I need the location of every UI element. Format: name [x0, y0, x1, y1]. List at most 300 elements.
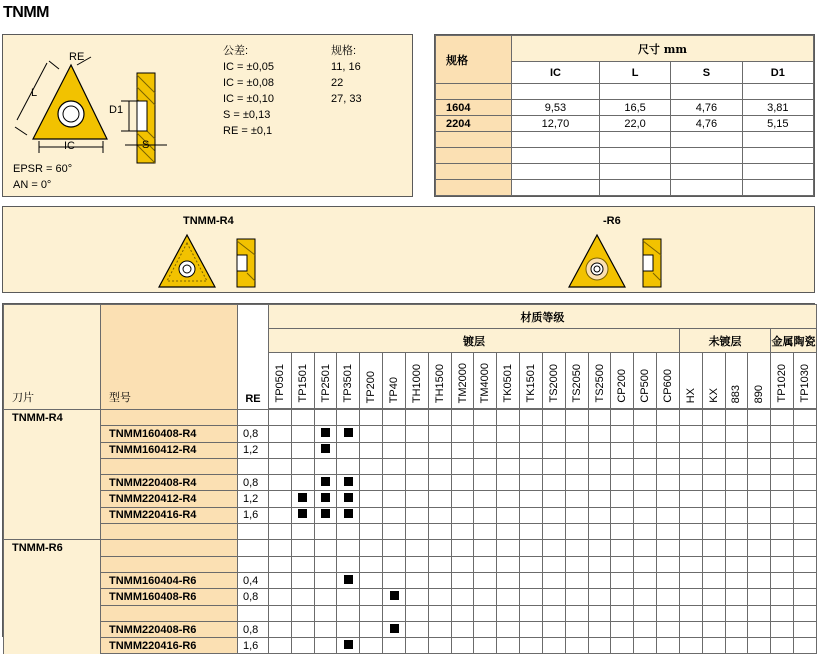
grade-name: TK1501: [525, 364, 538, 403]
grade-name: TP2501: [319, 364, 332, 403]
table-row: [4, 605, 817, 621]
insert-cell: [4, 507, 101, 523]
grade-cell: [725, 491, 748, 507]
grade-name-header: [542, 353, 565, 409]
grade-cell: [314, 524, 337, 540]
grade-cell: [542, 572, 565, 588]
grade-cell: [565, 605, 588, 621]
grade-cell: [337, 605, 360, 621]
grade-cell: [794, 475, 817, 491]
cermet-group-header: 金属陶瓷: [771, 329, 817, 353]
grade-cell: [725, 589, 748, 605]
grade-cell: [428, 507, 451, 523]
grade-cell: [428, 524, 451, 540]
insert-cell: [4, 458, 101, 474]
grade-cell: [360, 426, 383, 442]
grade-cell: [634, 572, 657, 588]
grade-cell: [269, 556, 292, 572]
grade-cell: [771, 524, 794, 540]
grade-cell: [565, 475, 588, 491]
grade-cell: [634, 507, 657, 523]
re-cell: 1,2: [238, 442, 269, 458]
model-cell: TNMM160412-R4: [101, 442, 238, 458]
grade-cell: [771, 491, 794, 507]
grade-cell: [725, 524, 748, 540]
grade-name: CP600: [661, 369, 674, 403]
grade-cell: [428, 589, 451, 605]
grade-cell: [451, 572, 474, 588]
grade-cell: [269, 540, 292, 556]
grade-cell: [679, 556, 702, 572]
grade-name-header: [451, 353, 474, 409]
grade-cell: [337, 621, 360, 637]
grade-cell: [702, 540, 725, 556]
model-cell: TNMM160408-R4: [101, 426, 238, 442]
grade-cell: [565, 589, 588, 605]
grade-cell: [771, 426, 794, 442]
model-cell: TNMM220408-R4: [101, 475, 238, 491]
dimension-header: 尺寸 mm: [512, 36, 814, 62]
grade-cell: [611, 556, 634, 572]
insert-r4-icon: [153, 231, 263, 291]
insert-cell: [4, 621, 101, 637]
table-row: [4, 540, 817, 556]
grade-cell: [383, 638, 406, 654]
grade-cell: [611, 491, 634, 507]
availability-mark-icon: [321, 493, 330, 502]
grade-cell: [474, 491, 497, 507]
grade-cell: [269, 442, 292, 458]
grade-cell: [748, 556, 771, 572]
grade-cell: [474, 458, 497, 474]
uncoated-group-header: 未镀层: [679, 329, 770, 353]
grade-cell: [771, 475, 794, 491]
model-cell: TNMM220416-R4: [101, 507, 238, 523]
grade-cell: [497, 442, 520, 458]
re-cell: 1,6: [238, 507, 269, 523]
re-cell: 1,6: [238, 638, 269, 654]
grade-cell: [497, 475, 520, 491]
availability-mark-icon: [321, 444, 330, 453]
grade-cell: [702, 524, 725, 540]
grade-cell: [657, 410, 680, 426]
grade-name: CP200: [616, 369, 629, 403]
dimension-panel: [434, 34, 815, 197]
grade-cell: [657, 475, 680, 491]
grade-cell: [269, 491, 292, 507]
availability-mark-icon: [321, 428, 330, 437]
grade-cell: [383, 605, 406, 621]
grade-cell: [497, 540, 520, 556]
re-cell: [238, 410, 269, 426]
grade-cell: [451, 540, 474, 556]
grade-cell: [451, 524, 474, 540]
column-header: IC: [512, 62, 600, 84]
grade-cell: [405, 540, 428, 556]
grade-cell: [337, 491, 360, 507]
grade-cell: [542, 410, 565, 426]
spec-panel: [2, 34, 413, 197]
grade-cell: [405, 638, 428, 654]
grade-name-header: [314, 353, 337, 409]
grade-cell: [337, 458, 360, 474]
grade-cell: [405, 475, 428, 491]
grade-cell: [771, 605, 794, 621]
size-heading: 规格:: [331, 45, 357, 57]
grade-cell: [542, 638, 565, 654]
grade-name: TM2000: [456, 362, 469, 403]
grade-cell: [269, 572, 292, 588]
grade-name-header: [360, 353, 383, 409]
grade-cell: [725, 442, 748, 458]
grade-cell: [588, 540, 611, 556]
re-cell: [238, 556, 269, 572]
grade-cell: [611, 540, 634, 556]
grade-cell: [634, 524, 657, 540]
grade-cell: [702, 458, 725, 474]
grade-cell: [748, 491, 771, 507]
availability-mark-icon: [344, 640, 353, 649]
grade-name-header: [291, 353, 314, 409]
grade-name: TP3501: [342, 364, 355, 403]
grade-cell: [405, 410, 428, 426]
grade-cell: [291, 638, 314, 654]
model-cell: TNMM220408-R6: [101, 621, 238, 637]
grade-cell: [565, 410, 588, 426]
grade-cell: [771, 442, 794, 458]
grade-cell: [748, 589, 771, 605]
material-grade-header: 材质等级: [269, 305, 817, 329]
grade-cell: [451, 638, 474, 654]
table-row: [4, 621, 817, 637]
grade-cell: [748, 442, 771, 458]
re-cell: 0,8: [238, 475, 269, 491]
grade-cell: [451, 507, 474, 523]
grade-cell: [725, 621, 748, 637]
grade-cell: [611, 426, 634, 442]
grade-cell: [405, 605, 428, 621]
grade-cell: [725, 556, 748, 572]
grade-name: TS2050: [570, 364, 583, 403]
grade-cell: [269, 507, 292, 523]
grade-cell: [634, 458, 657, 474]
size-item: 11, 16: [331, 61, 361, 73]
grade-cell: [451, 442, 474, 458]
column-header: D1: [742, 62, 813, 84]
grade-cell: [657, 507, 680, 523]
grade-cell: [611, 458, 634, 474]
insert-cell: [4, 524, 101, 540]
grade-cell: [428, 556, 451, 572]
grade-cell: [771, 556, 794, 572]
l-label: L: [31, 87, 38, 99]
grade-name-header: [497, 353, 520, 409]
re-label: RE: [69, 51, 85, 63]
grade-cell: [794, 605, 817, 621]
grade-cell: [748, 475, 771, 491]
grade-cell: [291, 491, 314, 507]
grade-cell: [383, 458, 406, 474]
grade-name-header: [725, 353, 748, 409]
grade-cell: [405, 491, 428, 507]
model-cell: [101, 458, 238, 474]
grade-cell: [588, 426, 611, 442]
grade-cell: [748, 621, 771, 637]
grade-cell: [634, 475, 657, 491]
grade-cell: [405, 458, 428, 474]
column-header: S: [671, 62, 742, 84]
grade-cell: [588, 621, 611, 637]
insert-cell: [4, 442, 101, 458]
tolerance-heading: 公差:: [223, 45, 249, 57]
grade-cell: [360, 524, 383, 540]
grade-cell: [428, 605, 451, 621]
re-cell: [238, 524, 269, 540]
insert-cell: TNMM-R6: [4, 540, 101, 556]
grade-cell: [679, 524, 702, 540]
grade-name: TS2000: [547, 364, 560, 403]
table-row: [4, 491, 817, 507]
ic-label: IC: [64, 140, 75, 152]
table-cell: 5,15: [742, 116, 813, 132]
model-cell: TNMM160408-R6: [101, 589, 238, 605]
grade-cell: [383, 621, 406, 637]
grade-cell: [794, 638, 817, 654]
grade-cell: [702, 572, 725, 588]
model-cell: TNMM160404-R6: [101, 572, 238, 588]
insert-cell: [4, 589, 101, 605]
grade-cell: [588, 507, 611, 523]
grade-cell: [360, 507, 383, 523]
grade-cell: [474, 589, 497, 605]
grade-name: TP1030: [798, 364, 811, 403]
grade-cell: [520, 410, 543, 426]
grade-cell: [383, 426, 406, 442]
grade-cell: [725, 540, 748, 556]
grade-cell: [451, 556, 474, 572]
grade-cell: [634, 621, 657, 637]
grade-cell: [291, 572, 314, 588]
spec-cell: 2204: [436, 116, 512, 132]
grade-cell: [542, 605, 565, 621]
grade-cell: [611, 621, 634, 637]
grade-name-header: [383, 353, 406, 409]
grade-cell: [497, 410, 520, 426]
table-row: [4, 638, 817, 654]
grade-cell: [588, 572, 611, 588]
grade-cell: [405, 426, 428, 442]
grade-cell: [314, 638, 337, 654]
grade-cell: [405, 556, 428, 572]
grade-cell: [269, 426, 292, 442]
grade-cell: [679, 507, 702, 523]
grade-cell: [794, 458, 817, 474]
grade-cell: [794, 410, 817, 426]
grade-cell: [520, 458, 543, 474]
grade-cell: [497, 426, 520, 442]
re-column-header: RE: [238, 305, 269, 410]
grade-cell: [565, 638, 588, 654]
insert-r6-icon: [563, 231, 673, 291]
grade-cell: [657, 491, 680, 507]
grade-cell: [383, 507, 406, 523]
grade-cell: [314, 426, 337, 442]
grade-cell: [542, 540, 565, 556]
grade-cell: [497, 507, 520, 523]
variant-panel: [2, 206, 815, 293]
grade-cell: [611, 442, 634, 458]
insert-cell: [4, 572, 101, 588]
spec-header: 规格: [436, 36, 512, 84]
grade-cell: [588, 524, 611, 540]
grade-cell: [474, 540, 497, 556]
grade-cell: [497, 621, 520, 637]
grade-cell: [360, 442, 383, 458]
grade-cell: [634, 605, 657, 621]
grade-cell: [383, 410, 406, 426]
table-cell: 4,76: [671, 100, 742, 116]
grade-cell: [748, 572, 771, 588]
grade-cell: [520, 540, 543, 556]
table-cell: 16,5: [599, 100, 670, 116]
grade-cell: [542, 491, 565, 507]
grade-cell: [702, 621, 725, 637]
grade-cell: [634, 410, 657, 426]
grade-name: TK0501: [502, 364, 515, 403]
grade-cell: [451, 605, 474, 621]
grade-cell: [405, 507, 428, 523]
grade-name: TP40: [388, 376, 401, 403]
grade-cell: [383, 556, 406, 572]
table-row: [4, 442, 817, 458]
grade-cell: [794, 589, 817, 605]
grade-cell: [657, 442, 680, 458]
grade-cell: [337, 442, 360, 458]
table-cell: 22,0: [599, 116, 670, 132]
grade-name: TP200: [365, 370, 378, 403]
grade-cell: [291, 589, 314, 605]
grade-cell: [542, 524, 565, 540]
re-cell: 0,8: [238, 621, 269, 637]
grade-cell: [725, 458, 748, 474]
grade-cell: [428, 638, 451, 654]
grade-cell: [269, 410, 292, 426]
availability-mark-icon: [298, 509, 307, 518]
grade-cell: [565, 572, 588, 588]
re-cell: 0,8: [238, 589, 269, 605]
grade-cell: [542, 475, 565, 491]
availability-mark-icon: [344, 509, 353, 518]
grade-cell: [314, 410, 337, 426]
grade-cell: [771, 572, 794, 588]
grade-cell: [748, 410, 771, 426]
grade-cell: [360, 491, 383, 507]
grade-cell: [360, 410, 383, 426]
grade-cell: [725, 605, 748, 621]
grade-cell: [314, 556, 337, 572]
grade-cell: [679, 475, 702, 491]
grade-name: TP0501: [273, 364, 286, 403]
grade-cell: [497, 556, 520, 572]
grade-name-header: [679, 353, 702, 409]
grade-cell: [497, 491, 520, 507]
grade-cell: [702, 410, 725, 426]
grade-cell: [702, 638, 725, 654]
grade-cell: [383, 524, 406, 540]
grade-cell: [520, 475, 543, 491]
grade-cell: [702, 442, 725, 458]
grade-cell: [794, 524, 817, 540]
grade-name: TP1020: [776, 364, 789, 403]
table-row: [4, 410, 817, 426]
model-cell: [101, 410, 238, 426]
insert-cell: [4, 605, 101, 621]
grade-cell: [360, 475, 383, 491]
epsr-label: EPSR = 60°: [13, 163, 73, 175]
grade-cell: [702, 491, 725, 507]
grade-cell: [588, 410, 611, 426]
grade-cell: [725, 475, 748, 491]
grade-cell: [291, 475, 314, 491]
grade-cell: [794, 491, 817, 507]
grade-cell: [428, 475, 451, 491]
grade-cell: [474, 556, 497, 572]
grade-cell: [611, 524, 634, 540]
table-row: [4, 572, 817, 588]
re-cell: 0,4: [238, 572, 269, 588]
grade-name-header: [474, 353, 497, 409]
grade-cell: [314, 491, 337, 507]
grade-cell: [383, 491, 406, 507]
grade-cell: [794, 540, 817, 556]
grade-cell: [657, 540, 680, 556]
grade-cell: [565, 524, 588, 540]
grade-cell: [428, 491, 451, 507]
grade-name-header: [657, 353, 680, 409]
grade-cell: [337, 540, 360, 556]
d1-label: D1: [109, 104, 124, 116]
insert-cell: [4, 556, 101, 572]
grade-cell: [314, 540, 337, 556]
grade-name-header: [405, 353, 428, 409]
grade-cell: [269, 589, 292, 605]
grade-cell: [291, 507, 314, 523]
grade-table: [3, 304, 817, 654]
grade-cell: [314, 507, 337, 523]
insert-cell: [4, 426, 101, 442]
availability-mark-icon: [390, 624, 399, 633]
grade-cell: [634, 426, 657, 442]
grade-cell: [451, 410, 474, 426]
grade-cell: [748, 638, 771, 654]
grade-cell: [679, 540, 702, 556]
grade-cell: [337, 410, 360, 426]
grade-cell: [428, 572, 451, 588]
grade-cell: [588, 475, 611, 491]
grade-cell: [520, 621, 543, 637]
grade-cell: [520, 507, 543, 523]
grade-cell: [565, 556, 588, 572]
grade-name-header: [771, 353, 794, 409]
grade-cell: [771, 621, 794, 637]
grade-name: TM4000: [479, 362, 492, 403]
grade-cell: [269, 605, 292, 621]
grade-cell: [634, 540, 657, 556]
grade-cell: [634, 442, 657, 458]
grade-cell: [679, 589, 702, 605]
grade-cell: [702, 426, 725, 442]
grade-name: CP500: [639, 369, 652, 403]
